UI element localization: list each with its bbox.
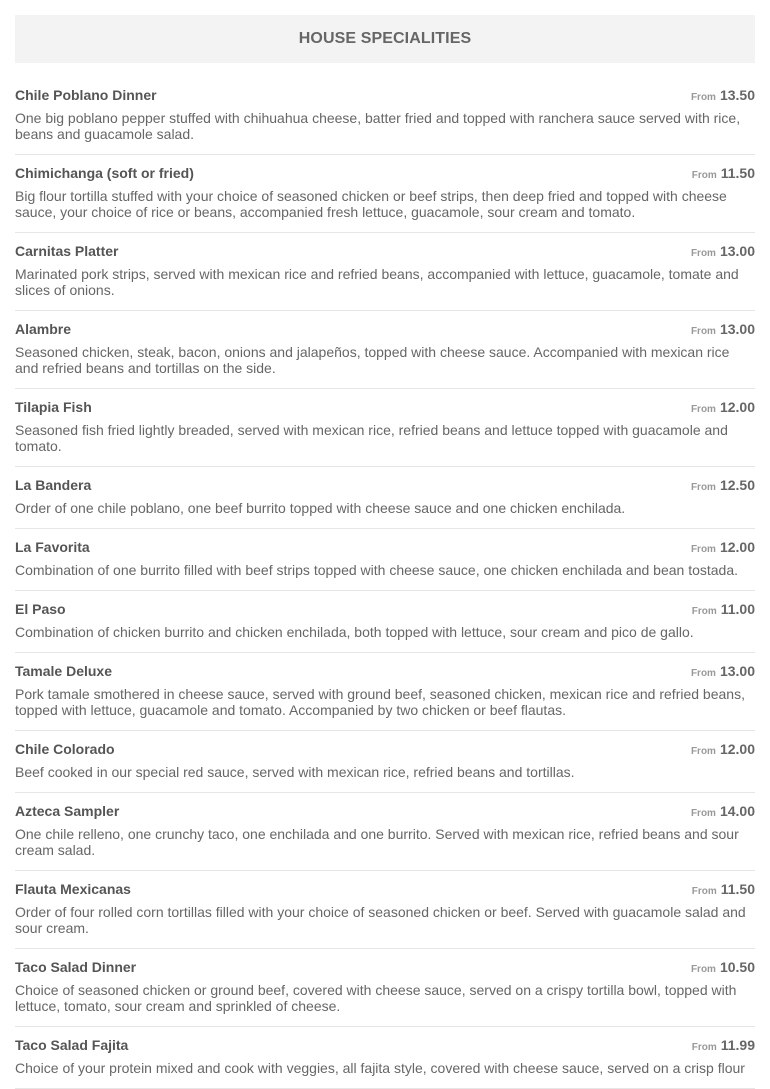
price-prefix: From [690, 482, 716, 493]
menu-item-header [15, 881, 755, 899]
menu-item-description: Choice of seasoned chicken or ground beef, covered with cheese sauce, served on a crispy tortilla bowl, topped with lettuce, tomato, sour cream and sprinkled of cheese. [15, 982, 737, 1014]
menu-item-name: Taco Salad Fajita [15, 1037, 129, 1053]
menu-item[interactable] [15, 155, 755, 233]
price-prefix: From [690, 92, 716, 103]
menu-item[interactable] [15, 77, 755, 155]
price-prefix: From [690, 544, 716, 555]
menu-item-price [691, 321, 755, 337]
menu-item-header [15, 601, 755, 619]
menu-item-price [691, 399, 755, 415]
menu-item[interactable] [15, 949, 755, 1027]
menu-item[interactable] [15, 793, 755, 871]
menu-item-header [15, 741, 755, 759]
menu-item-price [691, 539, 755, 555]
menu-item-name: Taco Salad Dinner [15, 959, 137, 975]
menu-item-header [15, 321, 755, 339]
menu-item-header [15, 959, 755, 977]
menu-item-description: Order of one chile poblano, one beef burrito topped with cheese sauce and one chicken enchilada. [15, 500, 626, 516]
price-prefix: From [690, 668, 716, 679]
menu-item-price [691, 959, 755, 975]
menu-item-price [691, 477, 755, 493]
price-prefix: From [690, 808, 716, 819]
top-cutoff [15, 0, 755, 15]
menu-item-description: Big flour tortilla stuffed with your choice of seasoned chicken or beef strips, then deep fried and topped with cheese sauce, your choice of rice or beans, accompanied fresh lettuce, guacamole, sour cream and tomato. [15, 188, 727, 220]
menu-item-name: Chile Colorado [15, 741, 115, 757]
price-prefix: From [690, 404, 716, 415]
price-prefix: From [690, 248, 716, 259]
menu-item-name: Tamale Deluxe [15, 663, 113, 679]
menu-item-description: Pork tamale smothered in cheese sauce, served with ground beef, seasoned chicken, mexican rice and refried beans, topped with lettuce, guacamole and tomato. Accompanied by two chicken or beef flautas. [15, 686, 745, 718]
menu-item[interactable] [15, 871, 755, 949]
price-value: 14.00 [719, 803, 755, 819]
menu-item-header [15, 165, 755, 183]
menu-item-name: Azteca Sampler [15, 803, 120, 819]
menu-item[interactable] [15, 591, 755, 653]
menu-item-name: Chile Poblano Dinner [15, 87, 157, 103]
price-value: 13.00 [719, 321, 755, 337]
menu-item[interactable] [15, 653, 755, 731]
menu-item-header [15, 663, 755, 681]
menu-item-description: Seasoned chicken, steak, bacon, onions and jalapeños, topped with cheese sauce. Accompanied with mexican rice and refried beans and tortillas on the side. [15, 344, 730, 376]
price-prefix: From [691, 606, 717, 617]
menu-item-price [691, 741, 755, 757]
menu-item-description: Seasoned fish fried lightly breaded, served with mexican rice, refried beans and lettuce topped with guacamole and tomato. [15, 422, 728, 454]
menu-item-description: Combination of one burrito filled with beef strips topped with cheese sauce, one chicken enchilada and bean tostada. [15, 562, 739, 578]
menu-item-name: Tilapia Fish [15, 399, 92, 415]
price-value: 10.50 [719, 959, 755, 975]
menu-item-name: El Paso [15, 601, 66, 617]
price-value: 11.50 [720, 165, 755, 181]
price-value: 11.50 [720, 881, 755, 897]
menu-item-description: Marinated pork strips, served with mexican rice and refried beans, accompanied with lettuce, guacamole, tomate and slices of onions. [15, 266, 739, 298]
menu-item-name: La Bandera [15, 477, 92, 493]
menu-item-description: One chile relleno, one crunchy taco, one enchilada and one burrito. Served with mexican rice, refried beans and sour cream salad. [15, 826, 739, 858]
menu-item-description: Order of four rolled corn tortillas filled with your choice of seasoned chicken or beef. Served with guacamole salad and sour cream. [15, 904, 746, 936]
menu-item-name: La Favorita [15, 539, 90, 555]
menu-item[interactable] [15, 1027, 755, 1089]
menu-item-price [692, 1037, 755, 1053]
price-value: 13.00 [719, 243, 755, 259]
menu-item-price [691, 243, 755, 259]
price-value: 13.50 [719, 87, 755, 103]
price-value: 12.00 [719, 741, 755, 757]
menu-item[interactable] [15, 389, 755, 467]
menu-item-header [15, 1037, 755, 1055]
price-value: 11.00 [720, 601, 755, 617]
menu-item-price [692, 165, 755, 181]
price-value: 12.00 [719, 539, 755, 555]
price-value: 11.99 [720, 1037, 755, 1053]
price-prefix: From [690, 746, 716, 757]
price-prefix: From [691, 1042, 717, 1053]
menu-item-description: Beef cooked in our special red sauce, served with mexican rice, refried beans and tortillas. [15, 764, 575, 780]
menu-item[interactable] [15, 311, 755, 389]
menu-item-price [691, 663, 755, 679]
price-prefix: From [690, 964, 716, 975]
menu-item[interactable] [15, 731, 755, 793]
menu-item-price [692, 601, 755, 617]
menu-item-header [15, 243, 755, 261]
menu-item-name: Chimichanga (soft or fried) [15, 165, 194, 181]
menu-item-name: Alambre [15, 321, 72, 337]
section-header [15, 15, 755, 63]
menu-item-price [691, 803, 755, 819]
price-value: 13.00 [719, 663, 755, 679]
menu-item-description: Combination of chicken burrito and chicken enchilada, both topped with lettuce, sour cream and pico de gallo. [15, 624, 694, 640]
menu-item[interactable] [15, 233, 755, 311]
menu-item-header [15, 477, 755, 495]
menu-item[interactable] [15, 467, 755, 529]
menu-item-description: One big poblano pepper stuffed with chihuahua cheese, batter fried and topped with ranchera sauce served with rice, beans and guacamole salad. [15, 110, 741, 142]
price-prefix: From [691, 886, 717, 897]
menu-item-price [692, 881, 755, 897]
price-prefix: From [691, 170, 717, 181]
menu-item-header [15, 87, 755, 105]
menu-item-list [15, 77, 755, 1089]
menu-item-header [15, 803, 755, 821]
menu-page [15, 0, 755, 1089]
price-value: 12.00 [719, 399, 755, 415]
menu-item-header [15, 539, 755, 557]
menu-item-description: Choice of your protein mixed and cook with veggies, all fajita style, covered with cheese sauce, served on a crisp flour [15, 1060, 745, 1076]
price-prefix: From [690, 326, 716, 337]
menu-item-name: Flauta Mexicanas [15, 881, 131, 897]
menu-item-price [691, 87, 755, 103]
menu-item-name: Carnitas Platter [15, 243, 119, 259]
section-title: HOUSE SPECIALITIES [298, 30, 472, 47]
menu-item-header [15, 399, 755, 417]
price-value: 12.50 [719, 477, 755, 493]
menu-item[interactable] [15, 529, 755, 591]
